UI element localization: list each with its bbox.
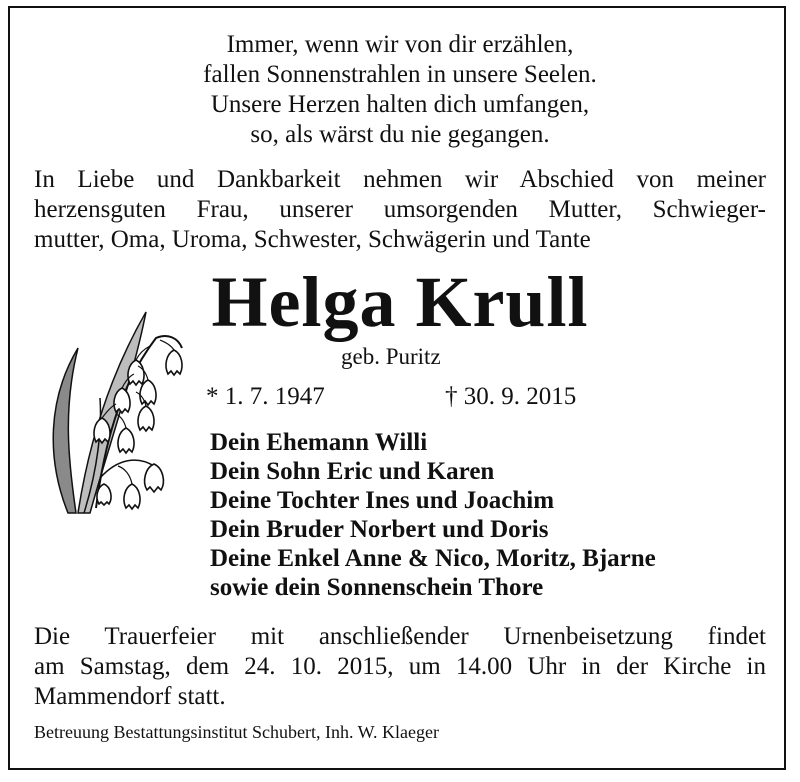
family-list [210,428,656,602]
family-member: Deine Enkel Anne & Nico, Moritz, Bjarne [210,545,656,572]
family-member: sowie dein Sonnenschein Thore [210,574,544,601]
intro-line: mutter, Oma, Uroma, Schwester, Schwägerin und Tante [34,226,591,253]
intro-line: In Liebe und Dankbarkeit nehmen wir Abschied von meiner [34,166,766,193]
service-info [34,622,766,712]
undertaker-credit: Betreuung Bestattungsinstitut Schubert, Inh. W. Klaeger [34,722,439,742]
poem [0,30,800,150]
service-line: Die Trauerfeier mit anschließender Urnenbeisetzung findet [34,623,766,650]
poem-line: so, als wärst du nie gegangen. [250,121,550,148]
poem-line: Unsere Herzen halten dich umfangen, [210,91,590,118]
intro-line: herzensguten Frau, unserer umsorgenden Mutter, Schwieger- [34,196,766,223]
death-date: † 30. 9. 2015 [445,383,577,410]
poem-line: Immer, wenn wir von dir erzählen, [226,31,574,58]
family-member: Deine Tochter Ines und Joachim [210,487,555,514]
birth-date: * 1. 7. 1947 [206,383,325,410]
intro-text [34,165,766,255]
poem-line: fallen Sonnenstrahlen in unsere Seelen. [203,61,597,88]
maiden-name: geb. Puritz [341,344,441,369]
lily-of-the-valley-icon [38,308,198,518]
family-member: Dein Ehemann Willi [210,429,428,456]
service-line: am Samstag, dem 24. 10. 2015, um 14.00 Uhr in der Kirche in [34,653,766,680]
family-member: Dein Sohn Eric und Karen [210,458,495,485]
deceased-name: Helga Krull [211,262,589,342]
service-line: Mammendorf statt. [34,683,226,710]
family-member: Dein Bruder Norbert und Doris [210,516,549,543]
